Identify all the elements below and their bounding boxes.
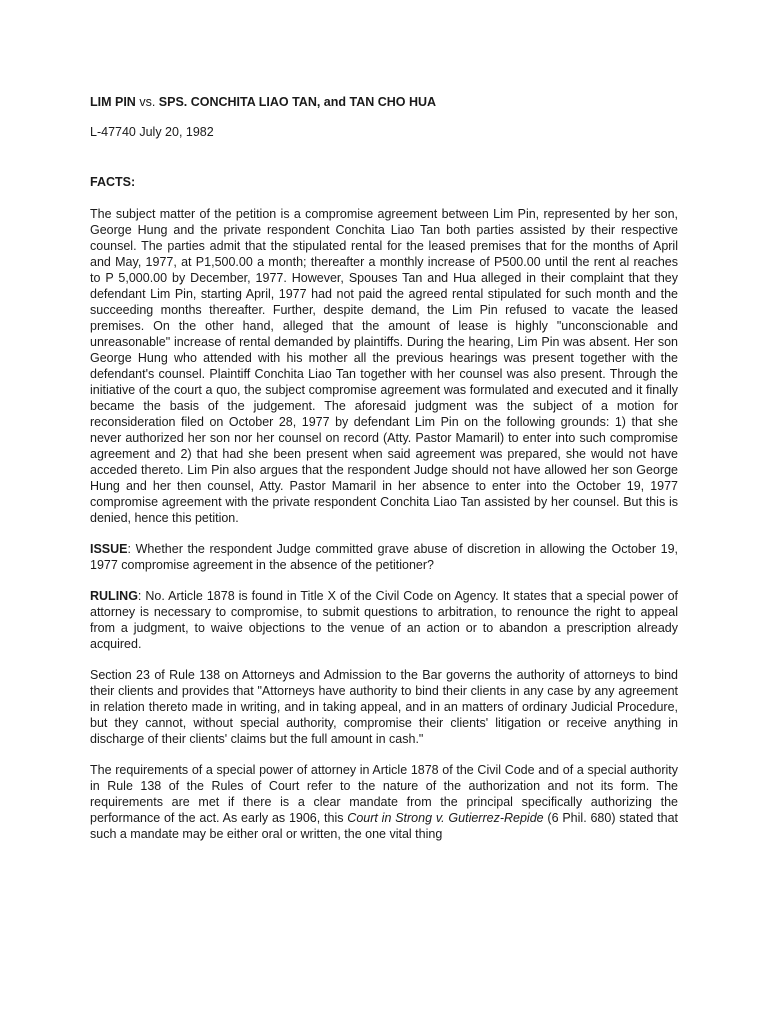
requirements-text-end: (6 Phil. 680) stated that such a mandate may be either oral or written, the one vital thing	[90, 811, 678, 841]
issue-paragraph	[90, 541, 678, 573]
section-23-paragraph: Section 23 of Rule 138 on Attorneys and Admission to the Bar governs the authority of attorneys to bind their clients and provides that "Attorneys have authority to bind their clients in any case by any agreement in relation thereto made in writing, and in taking appeal, and in an matters of ordinary Judicial Procedure, but they cannot, without special authority, compromise their clients' litigation or receive anything in discharge of their clients' claims but the full amount in cash."	[90, 668, 678, 746]
ruling-label: RULING	[90, 589, 138, 603]
case-title	[90, 94, 678, 110]
ruling-text: : No. Article 1878 is found in Title X of the Civil Code on Agency. It states that a special power of attorney is necessary to compromise, to submit questions to arbitration, to renounce the right to appeal from a judgment, to waive objections to the venue of an action or to abandon a prescription already acquired.	[90, 589, 678, 651]
requirements-text-start: The requirements of a special power of attorney in Article 1878 of the Civil Code and of a special authority in Rule 138 of the Rules of Court refer to the nature of the authorization and not its form. The requirements are met if there is a clear mandate from the principal specifically authorizing the performance of the act. As early as 1906, this	[90, 763, 678, 825]
case-digest	[90, 94, 678, 842]
respondents-names: SPS. CONCHITA LIAO TAN, and TAN CHO HUA	[158, 95, 437, 109]
ruling-paragraph	[90, 588, 678, 652]
issue-text: : Whether the respondent Judge committed grave abuse of discretion in allowing the October 19, 1977 compromise agreement in the absence of the petitioner?	[90, 542, 678, 572]
requirements-paragraph	[90, 762, 678, 842]
issue-label: ISSUE	[90, 542, 128, 556]
case-citation: Court in Strong v. Gutierrez-Repide	[347, 811, 544, 825]
docket-number: L-47740 July 20, 1982	[90, 125, 214, 139]
versus-label: vs.	[135, 95, 159, 109]
facts-paragraph: The subject matter of the petition is a compromise agreement between Lim Pin, represented by her son, George Hung and the private respondent Conchita Liao Tan both parties assisted by their respective counsel. The parties admit that the stipulated rental for the leased premises that for the months of April and May, 1977, at P1,500.00 a month; thereafter a monthly increase of P500.00 until the rent al reaches to P 5,000.00 by December, 1977. However, Spouses Tan and Hua alleged in their complaint that they defendant Lim Pin, starting April, 1977 had not paid the agreed rental stipulated for such month and the succeeding months thereafter. Further, despite demand, the Lim Pin refused to vacate the leased premises. On the other hand, alleged that the amount of lease is highly "unconscionable and unreasonable" increase of rental demanded by plaintiffs. During the hearing, Lim Pin was absent. Her son George Hung who attended with his mother all the previous hearings was present together with the defendant's counsel. Plaintiff Conchita Liao Tan together with her counsel was also present. Through the initiative of the court a quo, the subject compromise agreement was formulated and executed and it finally became the basis of the judgement. The aforesaid judgment was the subject of a motion for reconsideration filed on October 28, 1977 by defendant Lim Pin on the following grounds: 1) that she never authorized her son nor her counsel on record (Atty. Pastor Mamaril) to enter into such compromise agreement and 2) that had she been present when said agreement was prepared, she would not have acceded thereto. Lim Pin also argues that the respondent Judge should not have allowed her son George Hung and her then counsel, Atty. Pastor Mamaril in her absence to enter into the October 19, 1977 compromise agreement with the private respondent Conchita Liao Tan assisted by her counsel. But this is denied, hence this petition.	[90, 207, 678, 525]
facts-heading: FACTS:	[90, 175, 136, 189]
petitioner-name: LIM PIN	[90, 95, 136, 109]
